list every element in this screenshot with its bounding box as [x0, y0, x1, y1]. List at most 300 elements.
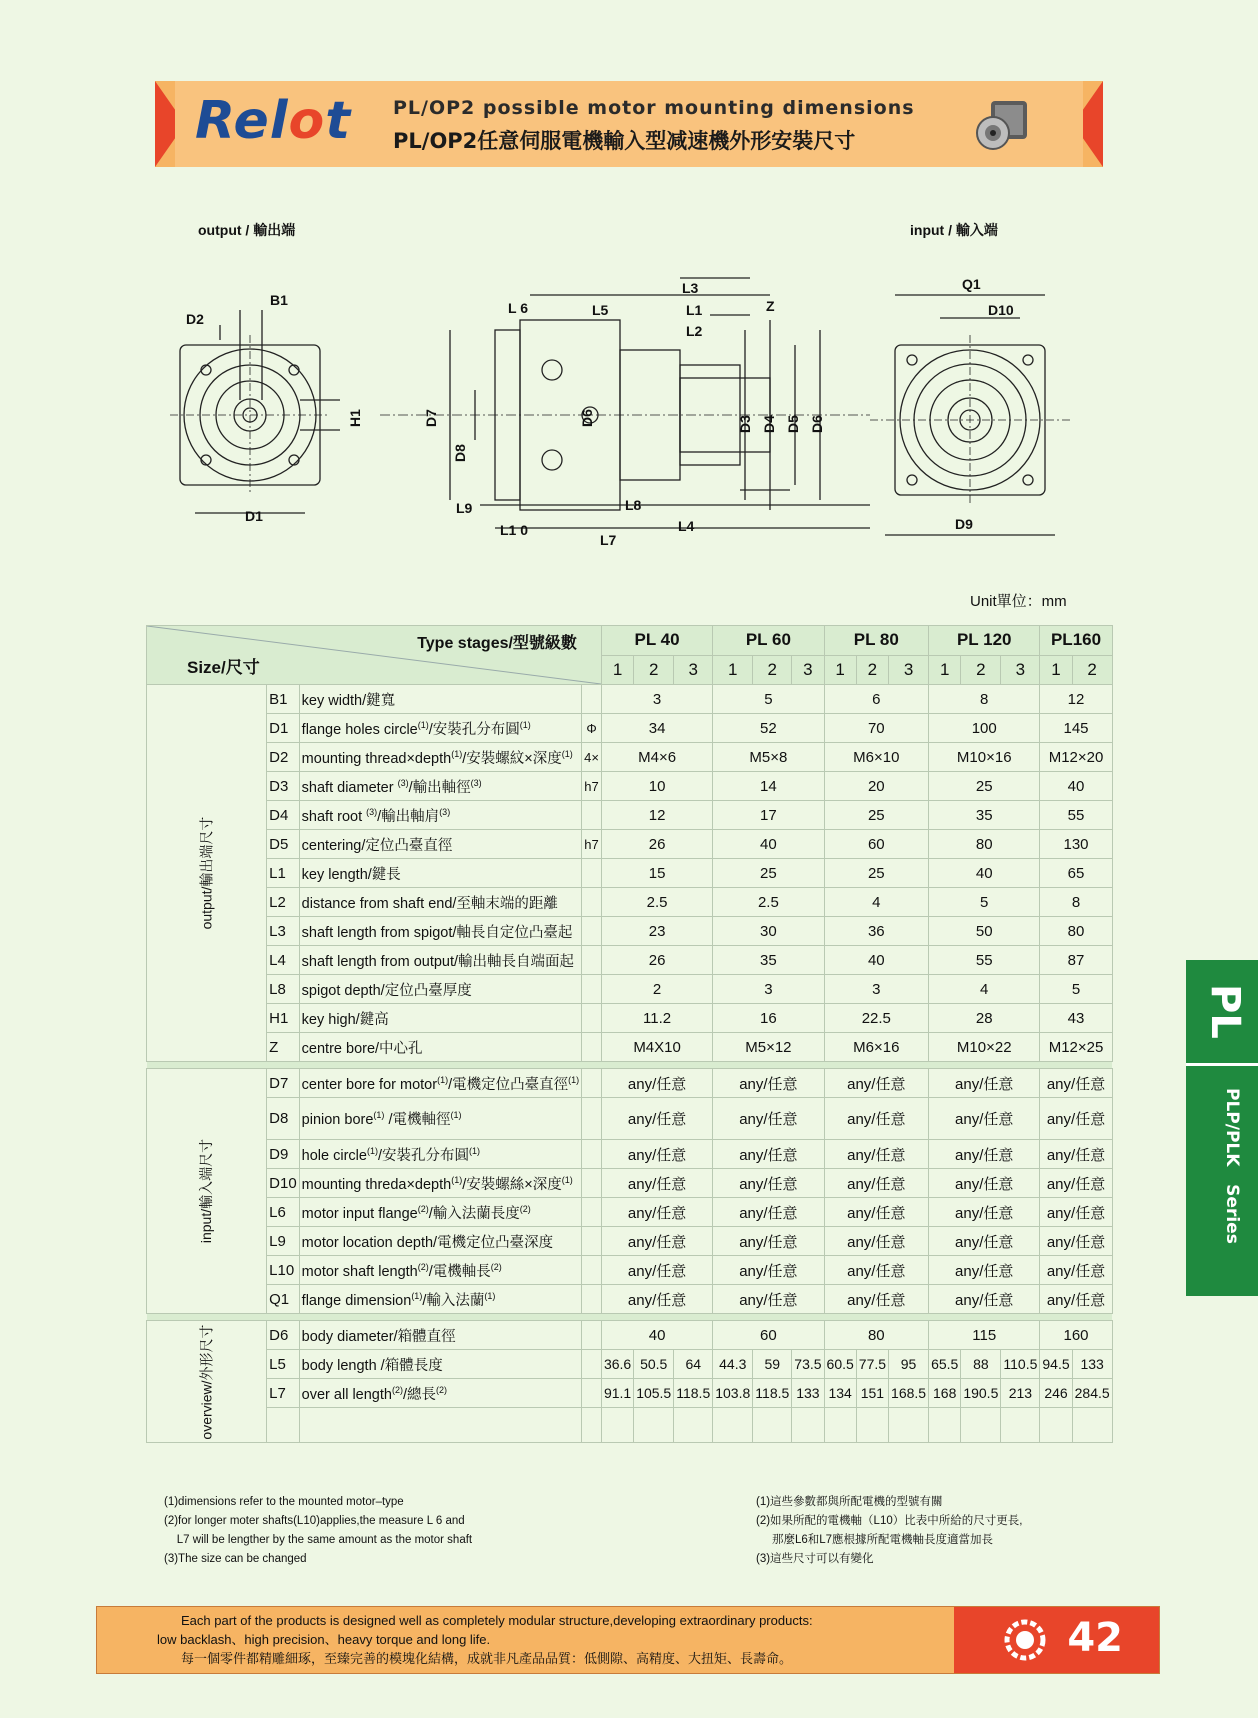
desc-en: pinion bore [301, 1112, 374, 1128]
row-value: any/任意 [1040, 1169, 1112, 1198]
row-value: 133 [792, 1379, 824, 1408]
row-desc [299, 685, 581, 714]
row-value: 246 [1040, 1379, 1072, 1408]
row-value: M10×22 [929, 1033, 1040, 1062]
dim-L5: L5 [592, 302, 609, 318]
row-desc [299, 743, 581, 772]
row-value: any/任意 [601, 1256, 712, 1285]
row-value: 15 [601, 859, 712, 888]
desc-en: centering/定位凸臺直徑 [301, 837, 453, 854]
row-desc [299, 1379, 581, 1408]
dim-Z: Z [766, 298, 775, 314]
row-symbol: h7 [582, 830, 602, 859]
row-value: 5 [929, 888, 1040, 917]
row-value: 8 [1040, 888, 1112, 917]
row-value: any/任意 [601, 1227, 712, 1256]
row-symbol [582, 1069, 602, 1098]
row-symbol [582, 888, 602, 917]
desc-sup: (1) [411, 1290, 423, 1301]
blank-cell [753, 1408, 792, 1443]
row-desc [299, 1004, 581, 1033]
row-code: B1 [267, 685, 300, 714]
row-value: 55 [929, 946, 1040, 975]
row-value: 36 [824, 917, 929, 946]
row-code: L8 [267, 975, 300, 1004]
row-value: 59 [753, 1350, 792, 1379]
desc-en: motor shaft length [301, 1263, 418, 1280]
blank-cell [713, 1408, 753, 1443]
row-desc [299, 975, 581, 1004]
desc-cn: /安裝螺紋×深度 [462, 750, 562, 767]
side-section-view [380, 278, 870, 528]
row-code: D7 [267, 1069, 300, 1098]
row-value: 91.1 [601, 1379, 633, 1408]
row-value: 80 [824, 1321, 929, 1350]
input-row-D8 [147, 1098, 1113, 1140]
row-value: 130 [1040, 830, 1112, 859]
desc-sup: (3) [397, 777, 409, 788]
side-tab-pl: PL [1202, 984, 1248, 1039]
row-desc [299, 1033, 581, 1062]
row-value: M5×12 [713, 1033, 824, 1062]
stage-2: 3 [674, 655, 713, 685]
row-value: any/任意 [713, 1198, 824, 1227]
dim-D10: D10 [988, 302, 1014, 318]
note-cn-4: (3)這些尺寸可以有變化 [756, 1553, 874, 1565]
notes-english [164, 1493, 472, 1569]
dim-L4: L4 [678, 518, 695, 534]
row-value: 30 [713, 917, 824, 946]
row-code: L4 [267, 946, 300, 975]
row-value: M6×16 [824, 1033, 929, 1062]
row-value: any/任意 [713, 1140, 824, 1169]
desc-sup: (3) [366, 806, 378, 817]
row-value: 6 [824, 685, 929, 714]
row-value: 60 [824, 830, 929, 859]
row-value: any/任意 [1040, 1285, 1112, 1314]
desc-sup: (2) [417, 1261, 429, 1272]
stage-12: 1 [1040, 655, 1072, 685]
row-code: L10 [267, 1256, 300, 1285]
model-3: PL 120 [929, 626, 1040, 656]
blank-cell [267, 1408, 300, 1443]
dim-D6-side: D6 [578, 409, 595, 427]
row-symbol [582, 1285, 602, 1314]
row-value: 80 [929, 830, 1040, 859]
note-en-2: (2)for longer moter shafts(L10)applies,the measure L 6 and [164, 1515, 465, 1527]
row-symbol [582, 1140, 602, 1169]
dim-D1: D1 [245, 508, 263, 524]
row-value: 50 [929, 917, 1040, 946]
row-value: any/任意 [824, 1098, 929, 1140]
row-code: L3 [267, 917, 300, 946]
row-value: any/任意 [929, 1140, 1040, 1169]
side-tab-divider [1186, 1063, 1258, 1066]
note-cn-3: 那麼L6和L7應根據所配電機軸長度適當加長 [756, 1534, 994, 1546]
group-label-output: output/輸出端尺寸 [198, 816, 215, 930]
row-desc [299, 946, 581, 975]
blank-cell [582, 1408, 602, 1443]
row-symbol [582, 1350, 602, 1379]
dim-L10: L1 0 [500, 522, 529, 538]
row-desc [299, 1140, 581, 1169]
stage-0: 1 [601, 655, 633, 685]
dim-D4: D4 [760, 415, 777, 433]
row-value: 151 [856, 1379, 888, 1408]
row-value: any/任意 [824, 1169, 929, 1198]
row-value: 25 [929, 772, 1040, 801]
notes-chinese [756, 1493, 1022, 1569]
desc-cn: /輸出軸徑 [408, 779, 471, 796]
row-desc [299, 714, 581, 743]
row-symbol [582, 946, 602, 975]
output-row-L8 [147, 975, 1113, 1004]
row-symbol [582, 917, 602, 946]
row-value: any/任意 [929, 1227, 1040, 1256]
row-value: 17 [713, 801, 824, 830]
row-symbol [582, 975, 602, 1004]
row-value: 168.5 [889, 1379, 929, 1408]
row-value: 60.5 [824, 1350, 856, 1379]
dim-L2: L2 [686, 323, 703, 339]
desc-sup2: (2) [435, 1384, 447, 1395]
row-symbol: 4× [582, 743, 602, 772]
row-value: 2.5 [713, 888, 824, 917]
row-value: 2.5 [601, 888, 712, 917]
dim-Q1: Q1 [962, 276, 981, 292]
row-value: 73.5 [792, 1350, 824, 1379]
desc-sup2: (1) [468, 1145, 480, 1156]
row-code: L2 [267, 888, 300, 917]
row-value: 134 [824, 1379, 856, 1408]
row-value: 8 [929, 685, 1040, 714]
row-code: L7 [267, 1379, 300, 1408]
row-value: 55 [1040, 801, 1112, 830]
row-symbol [582, 685, 602, 714]
desc-cn: /輸出軸肩 [377, 808, 440, 825]
row-code: H1 [267, 1004, 300, 1033]
output-row-L1 [147, 859, 1113, 888]
footer-text [97, 1611, 947, 1668]
blank-cell [674, 1408, 713, 1443]
desc-en: motor location depth/電機定位凸臺深度 [301, 1234, 554, 1251]
desc-en: mounting thread×depth [301, 750, 452, 767]
output-row-D2 [147, 743, 1113, 772]
row-code: L9 [267, 1227, 300, 1256]
row-value: M12×25 [1040, 1033, 1112, 1062]
desc-cn: /輸入法蘭 [422, 1292, 485, 1309]
type-size-header [147, 626, 602, 685]
row-code: D1 [267, 714, 300, 743]
row-value: 88 [961, 1350, 1001, 1379]
row-value: 25 [824, 801, 929, 830]
footer-line-1: Each part of the products is designed well as completely modular structure,developing extraordinary products: [181, 1613, 813, 1628]
table-separator [147, 1062, 1113, 1069]
row-code: D9 [267, 1140, 300, 1169]
note-en-4: (3)The size can be changed [164, 1553, 307, 1565]
output-row-L2 [147, 888, 1113, 917]
row-symbol: h7 [582, 772, 602, 801]
row-value: any/任意 [824, 1140, 929, 1169]
note-en-1: (1)dimensions refer to the mounted motor–type [164, 1496, 404, 1508]
group-input [147, 1069, 267, 1314]
row-value: M12×20 [1040, 743, 1112, 772]
blank-cell [1001, 1408, 1040, 1443]
input-row-Q1 [147, 1285, 1113, 1314]
technical-drawing [150, 270, 1070, 570]
desc-sup2: (1) [450, 1110, 462, 1121]
desc-sup2: (3) [439, 806, 451, 817]
desc-sup2: (1) [561, 748, 573, 759]
dim-D9: D9 [955, 516, 973, 532]
desc-en: key length/鍵長 [301, 866, 401, 883]
dim-H1: H1 [346, 409, 363, 427]
series-side-tab [1186, 960, 1258, 1296]
gearbox-product-icon [971, 93, 1033, 155]
stage-7: 2 [856, 655, 888, 685]
desc-sup2: (2) [519, 1203, 531, 1214]
blank-cell [824, 1408, 856, 1443]
dim-L9: L9 [456, 500, 473, 516]
desc-sup2: (3) [470, 777, 482, 788]
desc-sup: (1) [366, 1145, 378, 1156]
desc-sup2: (2) [490, 1261, 502, 1272]
row-value: 133 [1072, 1350, 1112, 1379]
row-value: any/任意 [601, 1098, 712, 1140]
row-value: 2 [601, 975, 712, 1004]
row-value: any/任意 [929, 1256, 1040, 1285]
brand-gear-icon [1004, 1619, 1046, 1661]
dim-D5: D5 [784, 415, 801, 433]
row-desc [299, 1285, 581, 1314]
row-code: L1 [267, 859, 300, 888]
row-code: L5 [267, 1350, 300, 1379]
row-value: 105.5 [634, 1379, 674, 1408]
row-value: 100 [929, 714, 1040, 743]
row-value: any/任意 [1040, 1256, 1112, 1285]
desc-en: centre bore/中心孔 [301, 1040, 423, 1057]
output-end-view [170, 310, 340, 513]
row-value: 168 [929, 1379, 961, 1408]
row-value: 118.5 [674, 1379, 713, 1408]
output-row-L4 [147, 946, 1113, 975]
stage-11: 3 [1001, 655, 1040, 685]
row-desc [299, 772, 581, 801]
row-value: any/任意 [824, 1069, 929, 1098]
row-value: 110.5 [1001, 1350, 1040, 1379]
row-value: 4 [929, 975, 1040, 1004]
row-value: 12 [1040, 685, 1112, 714]
model-0: PL 40 [601, 626, 712, 656]
blank-cell [601, 1408, 633, 1443]
desc-cn: /電機定位凸臺直徑 [448, 1076, 569, 1093]
desc-en: key width/鍵寬 [301, 692, 396, 709]
desc-sup2: (1) [519, 719, 531, 730]
desc-sup2: (1) [561, 1174, 573, 1185]
title-chinese: PL/OP2任意伺服電機輸入型减速機外形安裝尺寸 [393, 129, 856, 153]
row-value: 5 [713, 685, 824, 714]
desc-cn: /安裝螺絲×深度 [462, 1176, 562, 1193]
row-value: any/任意 [1040, 1069, 1112, 1098]
row-desc [299, 1350, 581, 1379]
overview-blank-row [147, 1408, 1113, 1443]
row-symbol [582, 1379, 602, 1408]
row-value: any/任意 [824, 1256, 929, 1285]
input-side-label: input / 輸入端 [910, 222, 998, 238]
footer-page-box [954, 1607, 1159, 1673]
stage-5: 3 [792, 655, 824, 685]
row-value: 12 [601, 801, 712, 830]
dim-B1: B1 [270, 292, 288, 308]
output-row-D4 [147, 801, 1113, 830]
desc-sup2: (1) [484, 1290, 496, 1301]
desc-en: flange dimension [301, 1292, 412, 1309]
row-value: any/任意 [601, 1169, 712, 1198]
output-row-H1 [147, 1004, 1113, 1033]
note-en-3: L7 will be lengther by the same amount as the motor shaft [164, 1534, 473, 1546]
row-value: 20 [824, 772, 929, 801]
row-symbol [582, 1004, 602, 1033]
separator-cell [147, 1062, 1113, 1069]
row-value: 35 [929, 801, 1040, 830]
desc-en: flange holes circle [301, 721, 418, 738]
input-row-L9 [147, 1227, 1113, 1256]
desc-cn: /安裝孔分布圓 [377, 1147, 469, 1164]
row-value: 10 [601, 772, 712, 801]
row-value: 43 [1040, 1004, 1112, 1033]
note-cn-1: (1)這些參數都與所配電機的型號有關 [756, 1496, 943, 1508]
row-value: 190.5 [961, 1379, 1001, 1408]
desc-en: body length /箱體長度 [301, 1357, 443, 1374]
row-symbol [582, 1321, 602, 1350]
row-symbol [582, 1098, 602, 1140]
row-value: 65.5 [929, 1350, 961, 1379]
row-symbol: Φ [582, 714, 602, 743]
desc-en: body diameter/箱體直徑 [301, 1328, 456, 1345]
row-code: Z [267, 1033, 300, 1062]
stage-6: 1 [824, 655, 856, 685]
blank-cell [1040, 1408, 1072, 1443]
row-value: any/任意 [929, 1285, 1040, 1314]
row-code: D8 [267, 1098, 300, 1140]
stage-3: 1 [713, 655, 753, 685]
row-desc [299, 888, 581, 917]
row-value: 70 [824, 714, 929, 743]
footer-line-3: 每一個零件都精雕細琢，至臻完善的模塊化結構，成就非凡產品品質：低側隙、高精度、大扭矩、長壽命。 [181, 1651, 793, 1666]
row-value: any/任意 [929, 1169, 1040, 1198]
row-symbol [582, 801, 602, 830]
group-overview [147, 1321, 267, 1443]
desc-cn: /總長 [402, 1386, 436, 1403]
desc-sup: (1) [451, 1174, 463, 1185]
row-value: any/任意 [713, 1169, 824, 1198]
row-code: D2 [267, 743, 300, 772]
stage-4: 2 [753, 655, 792, 685]
desc-en: spigot depth/定位凸臺厚度 [301, 982, 472, 999]
desc-sup: (1) [451, 748, 463, 759]
dim-D3: D3 [736, 415, 753, 433]
output-row-D3 [147, 772, 1113, 801]
desc-sup: (2) [417, 1203, 429, 1214]
desc-en: shaft length from spigot/軸長自定位凸臺起 [301, 924, 573, 941]
row-value: any/任意 [929, 1098, 1040, 1140]
input-end-view [870, 295, 1070, 535]
spec-table [146, 625, 1113, 1443]
row-value: any/任意 [713, 1069, 824, 1098]
row-desc [299, 859, 581, 888]
type-stages-label: Type stages/型號級數 [417, 635, 577, 652]
row-value: 95 [889, 1350, 929, 1379]
row-code: D4 [267, 801, 300, 830]
row-symbol [582, 1169, 602, 1198]
row-value: 14 [713, 772, 824, 801]
desc-en: over all length [301, 1386, 392, 1403]
row-desc [299, 1069, 581, 1098]
model-1: PL 60 [713, 626, 824, 656]
row-symbol [582, 1227, 602, 1256]
overview-row-L5 [147, 1350, 1113, 1379]
row-code: D10 [267, 1169, 300, 1198]
row-value: any/任意 [713, 1256, 824, 1285]
row-value: 40 [601, 1321, 712, 1350]
row-code: D6 [267, 1321, 300, 1350]
row-value: 44.3 [713, 1350, 753, 1379]
desc-sup: (1) [373, 1110, 385, 1121]
row-desc [299, 917, 581, 946]
row-value: 77.5 [856, 1350, 888, 1379]
row-value: any/任意 [601, 1285, 712, 1314]
row-value: 11.2 [601, 1004, 712, 1033]
row-value: 26 [601, 830, 712, 859]
row-value: 25 [713, 859, 824, 888]
row-value: 40 [713, 830, 824, 859]
desc-en: motor input flange [301, 1205, 418, 1222]
group-label-overview: overview/外形尺寸 [198, 1323, 215, 1440]
blank-cell [792, 1408, 824, 1443]
model-2: PL 80 [824, 626, 929, 656]
row-value: 4 [824, 888, 929, 917]
row-value: any/任意 [713, 1285, 824, 1314]
row-value: 52 [713, 714, 824, 743]
note-cn-2: (2)如果所配的電機軸（L10）比表中所給的尺寸更長, [756, 1515, 1023, 1527]
desc-en: distance from shaft end/至軸末端的距離 [301, 895, 558, 912]
row-value: M4X10 [601, 1033, 712, 1062]
output-row-D5 [147, 830, 1113, 859]
desc-cn: /電機軸徑 [384, 1112, 451, 1128]
row-value: 22.5 [824, 1004, 929, 1033]
footer-line-2: low backlash、high precision、heavy torque and long life. [157, 1632, 491, 1647]
output-row-D1 [147, 714, 1113, 743]
row-value: 26 [601, 946, 712, 975]
row-value: 3 [601, 685, 712, 714]
separator-cell [147, 1314, 1113, 1321]
blank-cell [299, 1408, 581, 1443]
input-row-D9 [147, 1140, 1113, 1169]
desc-en: mounting threda×depth [301, 1176, 452, 1193]
overview-row-L7 [147, 1379, 1113, 1408]
page-number: 42 [1067, 1615, 1123, 1661]
blank-cell [961, 1408, 1001, 1443]
row-value: 23 [601, 917, 712, 946]
desc-en: center bore for motor [301, 1076, 438, 1093]
stage-9: 1 [929, 655, 961, 685]
row-value: 40 [824, 946, 929, 975]
row-value: any/任意 [824, 1285, 929, 1314]
row-value: 36.6 [601, 1350, 633, 1379]
row-value: 5 [1040, 975, 1112, 1004]
dim-L3: L3 [682, 280, 699, 296]
row-value: 50.5 [634, 1350, 674, 1379]
